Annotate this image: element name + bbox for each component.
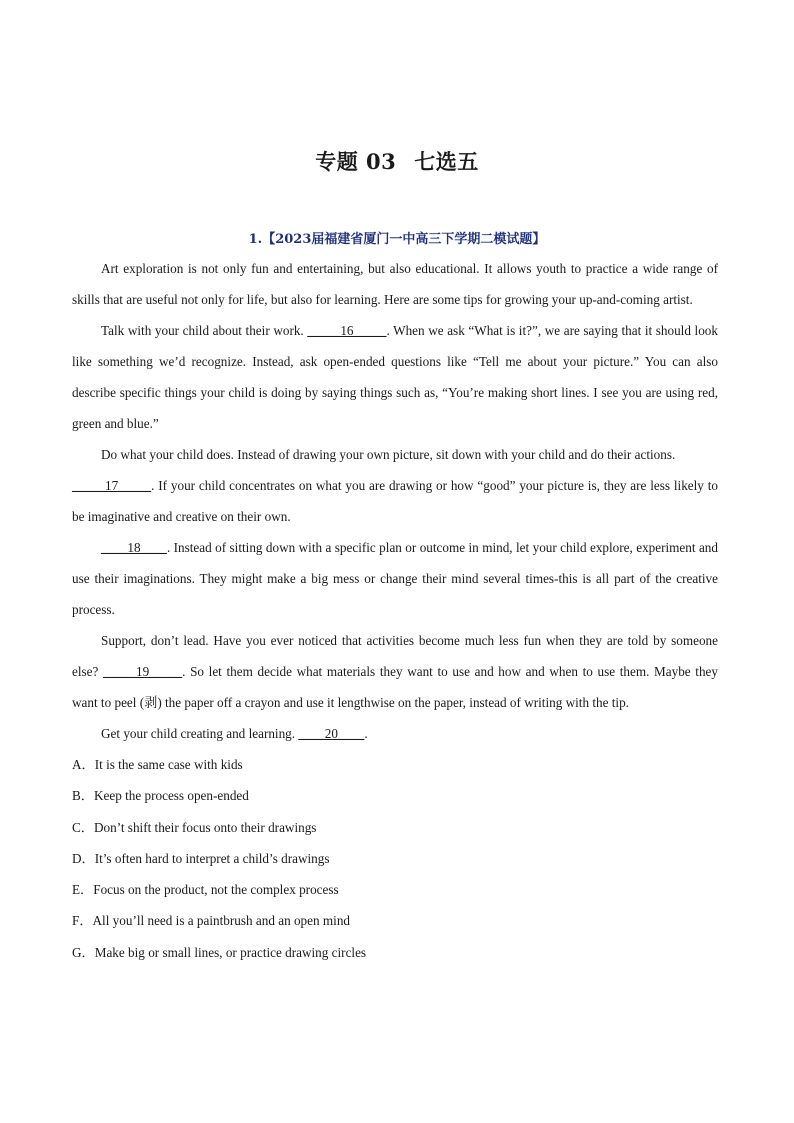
paragraph-4-rest: . Instead of sitting down with a specific plan or outcome in mind, let your child explore, experiment and use their imaginations. They might make a big mess or change their mind several times-this is all part of the creative process. xyxy=(72,540,718,617)
paragraph-2-rest: . When we ask “What is it?”, we are saying that it should look like something we’d recognize. Instead, ask open-ended questions like “Tell me about your picture.” You can also describe specific things your child is doing by saying things such as, “You’re making short lines. I see you are using red, green and blue.” xyxy=(72,323,718,431)
option-letter: B． xyxy=(72,788,94,804)
blank-16: _____16_____ xyxy=(307,323,387,338)
blank-20: ____20____ xyxy=(298,726,365,741)
title-number: 03 xyxy=(366,149,397,174)
paragraph-5-rest: . So let them decide what materials they want to use and how and when to use them. Maybe they want to peel (剥) the paper off a crayon and use it lengthwise on the paper, instead of writing with the tip. xyxy=(72,664,719,710)
option-c xyxy=(72,812,718,843)
paragraph-3-rest: . If your child concentrates on what you are drawing or how “good” your picture is, they are less likely to be imaginative and creative on their own. xyxy=(72,478,718,524)
option-text: Keep the process open-ended xyxy=(93,788,249,804)
option-letter: C． xyxy=(72,819,94,835)
paragraph-2 xyxy=(72,315,718,439)
option-text: All you’ll need is a paintbrush and an open mind xyxy=(92,913,351,929)
paragraph-4 xyxy=(72,532,718,625)
paragraph-6-end: . xyxy=(364,726,368,741)
question-source: 【2023届福建省厦门一中高三下学期二模试题】 xyxy=(262,232,546,247)
paragraph-1: Art exploration is not only fun and entertaining, but also educational. It allows youth to practice a wide range of skills that are useful not only for life, but also for learning. Here are some tips for growing your up-and-coming artist. xyxy=(72,261,718,307)
blank-18: ____18____ xyxy=(101,540,167,555)
option-d xyxy=(72,843,718,874)
answer-options xyxy=(72,749,718,968)
option-letter: A． xyxy=(72,757,95,772)
paragraph-6 xyxy=(72,718,718,749)
option-letter: D． xyxy=(72,850,95,866)
paragraph-3 xyxy=(72,439,718,532)
option-text: Don’t shift their focus onto their drawings xyxy=(93,819,317,835)
passage xyxy=(72,253,718,968)
option-letter: G． xyxy=(72,944,95,960)
option-text: Make big or small lines, or practice drawing circles xyxy=(94,944,367,960)
option-text: It’s often hard to interpret a child’s drawings xyxy=(94,850,330,866)
title-topic: 专题 xyxy=(315,149,359,174)
option-b xyxy=(72,780,718,811)
paragraph-2-lead: Talk with your child about their work. xyxy=(101,323,308,338)
title-subject: 七选五 xyxy=(414,149,479,174)
paragraph-5-lead: Support, don’t lead. Have you ever noticed that activities become much less fun when they are told by someone else? xyxy=(72,633,718,679)
option-e xyxy=(72,874,718,905)
question-number: 1. xyxy=(248,232,263,247)
option-g xyxy=(72,937,718,968)
option-text: It is the same case with kids xyxy=(94,757,243,772)
paragraph-6-lead: Get your child creating and learning. xyxy=(101,726,299,741)
question-heading xyxy=(0,228,794,247)
paragraph-5 xyxy=(72,625,718,718)
blank-17: _____17_____ xyxy=(72,478,152,493)
page-title xyxy=(0,146,794,176)
paragraph-3-lead: Do what your child does. Instead of drawing your own picture, sit down with your child and do their actions. xyxy=(101,447,676,462)
blank-19: _____19_____ xyxy=(103,664,183,679)
option-letter: E． xyxy=(72,882,94,898)
option-letter: F． xyxy=(72,913,93,929)
option-a xyxy=(72,749,718,780)
option-text: Focus on the product, not the complex process xyxy=(93,882,339,898)
option-f xyxy=(72,905,718,936)
